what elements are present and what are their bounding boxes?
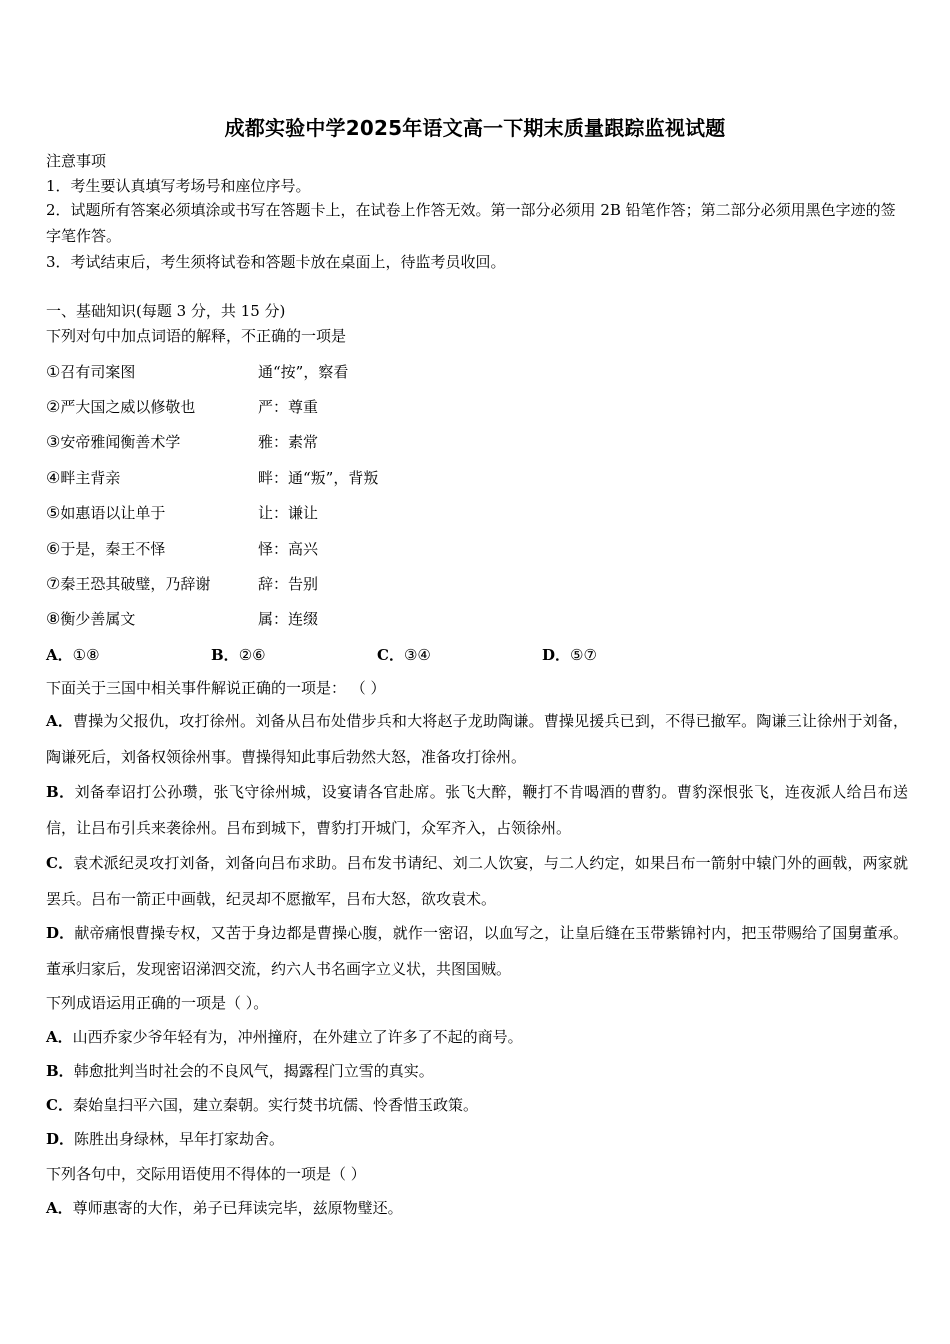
- q3-stem: 下列成语运用正确的一项是（ ）。: [46, 994, 269, 1012]
- q3-option-b: B．韩愈批判当时社会的不良风气，揭露程门立雪的真实。: [46, 1062, 434, 1080]
- q1-item-6: ⑥于是，秦王不怿: [46, 539, 166, 558]
- q1-option-c: C．③④: [377, 646, 431, 664]
- q1-option-a: A．①⑧: [46, 646, 100, 664]
- q1-option-d: D．⑤⑦: [542, 646, 597, 664]
- q1-item-4-def: 畔：通“叛”，背叛: [258, 469, 379, 487]
- q2-option-c: C．袁术派纪灵攻打刘备，刘备向吕布求助。吕布发书请纪、刘二人饮宴，与二人约定，如果吕布一箭射中辕门外的画戟，两家就罢兵。吕布一箭正中画戟，纪灵却不愿撤军，吕布大怒，欲攻袁术。: [46, 854, 908, 908]
- q1-item-2-def: 严：尊重: [258, 398, 319, 416]
- q4-option-a: A．尊师惠寄的大作，弟子已拜读完毕，兹原物璧还。: [46, 1199, 403, 1217]
- q1-stem: 下列对句中加点词语的解释，不正确的一项是: [46, 327, 347, 345]
- q1-item-8-def: 属：连缀: [258, 610, 319, 628]
- q2-option-d: D．献帝痛恨曹操专权，又苦于身边都是曹操心腹，就作一密诏，以血写之，让皇后缝在玉带紫锦衬内，把玉带赐给了国舅董承。董承归家后，发现密诏涕泗交流，约六人书名画字立义状，共图国贼。: [46, 924, 908, 978]
- q1-item-3-def: 雅：素常: [258, 433, 319, 451]
- q2-stem: 下面关于三国中相关事件解说正确的一项是： （ ）: [46, 679, 386, 697]
- q3-option-d: D．陈胜出身绿林，早年打家劫舍。: [46, 1130, 285, 1148]
- q1-item-7: ⑦秦王恐其破璧，乃辞谢: [46, 574, 211, 593]
- q1-item-5-def: 让：谦让: [258, 504, 319, 522]
- notice-heading: 注意事项: [46, 152, 107, 170]
- q3-option-c: C．秦始皇扫平六国，建立秦朝。实行焚书坑儒、怜香惜玉政策。: [46, 1096, 478, 1114]
- q1-item-1: ①召有司案图: [46, 362, 136, 381]
- notice-item-1: 1．考生要认真填写考场号和座位序号。: [46, 177, 311, 195]
- page-title: 成都实验中学2025年语文高一下期末质量跟踪监视试题: [224, 116, 726, 140]
- notice-item-3: 3．考试结束后，考生须将试卷和答题卡放在桌面上，待监考员收回。: [46, 253, 506, 271]
- q1-item-1-def: 通“按”，察看: [258, 363, 349, 381]
- q1-item-3: ③安帝雅闻衡善术学: [46, 432, 181, 451]
- q1-item-5: ⑤如惠语以让单于: [46, 503, 166, 522]
- q1-item-7-def: 辞：告别: [258, 575, 319, 593]
- q2-option-b: B．刘备奉诏打公孙瓒，张飞守徐州城，设宴请各官赴席。张飞大醉，鞭打不肯喝酒的曹豹。曹豹深恨张飞，连夜派人给吕布送信，让吕布引兵来袭徐州。吕布到城下，曹豹打开城门，众军齐入，占领徐州。: [46, 783, 908, 837]
- q1-item-6-def: 怿：高兴: [258, 540, 319, 558]
- q2-option-a: A．曹操为父报仇，攻打徐州。刘备从吕布处借步兵和大将赵子龙助陶谦。曹操见援兵已到，不得已撤军。陶谦三让徐州于刘备，陶谦死后，刘备权领徐州事。曹操得知此事后勃然大怒，准备攻打徐州。: [46, 712, 908, 766]
- q1-item-4: ④畔主背亲: [46, 468, 121, 487]
- notice-item-2: 2．试题所有答案必须填涂或书写在答题卡上，在试卷上作答无效。第一部分必须用 2B 铅笔作答；第二部分必须用黑色字迹的签字笔作答。: [46, 201, 896, 245]
- section-heading: 一、基础知识(每题 3 分，共 15 分): [46, 302, 286, 320]
- q1-option-b: B．②⑥: [211, 646, 266, 664]
- q3-option-a: A．山西乔家少爷年轻有为，冲州撞府，在外建立了许多了不起的商号。: [46, 1028, 523, 1046]
- q1-item-2: ②严大国之威以修敬也: [46, 397, 196, 416]
- q1-item-8: ⑧衡少善属文: [46, 609, 136, 628]
- q4-stem: 下列各句中，交际用语使用不得体的一项是（ ）: [46, 1165, 366, 1183]
